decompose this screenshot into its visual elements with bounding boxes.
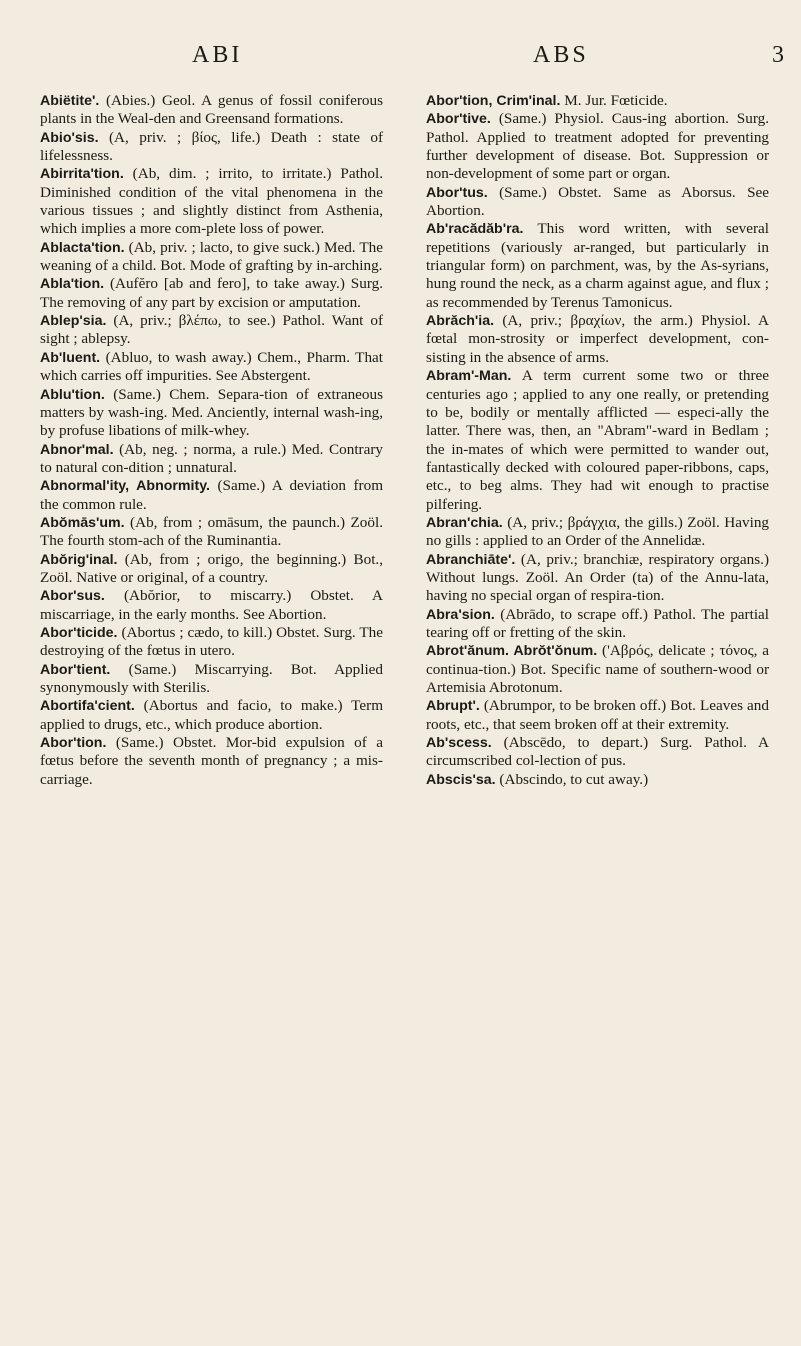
entry-headword: Abor'tus.: [426, 184, 488, 201]
entry-definition: (Ab, neg. ; norma, a rule.) Med. Contrary to natural con-dition ; unnatural.: [40, 440, 383, 476]
entry-headword: Abirrita'tion.: [40, 166, 124, 183]
entry-definition: (A, priv.; branchiæ, respiratory organs.) Without lungs. Zoöl. An Order (ta) of the Annu-lata, having no special organ of respira-tion.: [426, 550, 769, 605]
entry-definition: A term current some two or three centuries ago ; applied to any one really, or pretending to be, bodily or mentally afflicted — especi-ally the latter. There was, then, an "Abram"-ward in Bedlam ; the in-mates of which were permitted to wander out, fantastically decked with coloured paper-ribbons, caps, etc., to beg alms. They had wit enough to practise pilfering.: [426, 367, 769, 513]
dictionary-entry: [40, 551, 383, 588]
entry-headword: Abŏrig'inal.: [40, 551, 118, 568]
entry-definition: M. Jur. Fœticide.: [564, 92, 668, 109]
entry-definition: (Abscindo, to cut away.): [499, 770, 649, 788]
dictionary-entry: [426, 514, 769, 551]
entry-definition: (Abortus ; cædo, to kill.) Obstet. Surg. The destroying of the fœtus in utero.: [40, 623, 384, 660]
entry-definition: (Same.) Miscarrying. Bot. Applied synonymously with Sterilis.: [40, 660, 384, 696]
entry-definition: (A, priv.; βράγχια, the gills.) Zoöl. Having no gills : applied to an Order of the Annelidæ.: [426, 513, 770, 550]
entry-definition: (Same.) A deviation from the common rule.: [40, 477, 384, 513]
entry-definition: (Ab, priv. ; lacto, to give suck.) Med. The weaning of a child. Bot. Mode of grafting by in-arching.: [40, 238, 383, 275]
entry-headword: Ab'scess.: [426, 735, 492, 752]
dictionary-entry: [40, 312, 383, 349]
entry-headword: Ablacta'tion.: [40, 239, 125, 256]
entry-definition: (Same.) Obstet. Same as Aborsus. See Abortion.: [426, 183, 770, 220]
entry-definition: (Same.) Physiol. Caus-ing abortion. Surg. Pathol. Applied to treatment adopted for preventing further development of disease. Bot. Suppression or non-development of some part or organ.: [426, 110, 770, 183]
dictionary-entry: [426, 551, 769, 606]
page-number: 3: [772, 42, 787, 68]
entry-headword: Abnor'mal.: [40, 441, 114, 458]
dictionary-entry: [40, 624, 383, 661]
entry-headword: Abor'tion.: [40, 735, 107, 752]
dictionary-entry: [426, 606, 769, 643]
dictionary-entry: [426, 110, 769, 183]
entry-headword: Abiëtite'.: [40, 93, 100, 109]
entry-definition: (A, priv. ; βίος, life.) Death : state of lifelessness.: [40, 128, 384, 165]
dictionary-entry: [40, 441, 383, 478]
entry-definition: (Abscēdo, to depart.) Surg. Pathol. A circumscribed col-lection of pus.: [426, 734, 769, 770]
left-column: [40, 92, 383, 789]
entry-definition: ('Αβρός, delicate ; τόνος, a continua-tion.) Bot. Specific name of southern-wood or Artemisia Abrotonum.: [426, 642, 769, 696]
entry-definition: (Ab, from ; omāsum, the paunch.) Zoöl. The fourth stom-ach of the Ruminantia.: [40, 513, 383, 550]
dictionary-entry: [40, 165, 383, 238]
entry-definition: (Abies.) Geol. A genus of fossil coniferous plants in the Weal-den and Greensand formations.: [40, 92, 383, 128]
dictionary-entry: [40, 734, 383, 789]
dictionary-entry: [40, 514, 383, 551]
dictionary-entry: [40, 386, 383, 441]
dictionary-entry: [40, 129, 383, 166]
dictionary-entry: [40, 697, 383, 734]
entry-headword: Abla'tion.: [40, 276, 105, 293]
dictionary-entry: [426, 312, 769, 367]
entry-definition: This word written, with several repetitions (variously ar-ranged, but particularly in triangular form) on parchment, was, by the As-syrians, hung round the neck, as a charm against ague, and flux ; as recommended by Terenus Tamonicus.: [426, 220, 769, 311]
header-right-guideword: ABS: [533, 42, 589, 68]
dictionary-entry: [426, 220, 769, 312]
entry-headword: Abrăch'ia.: [426, 313, 495, 330]
entry-headword: Abra'sion.: [426, 606, 495, 623]
entry-definition: (A, priv.; βλέπω, to see.) Pathol. Want of sight ; ablepsy.: [40, 312, 384, 348]
dictionary-entry: [426, 184, 769, 221]
entry-headword: Ab'racădăb'ra.: [426, 221, 524, 238]
entry-definition: (Aufĕro [ab and fero], to take away.) Surg. The removing of any part by excision or amputation.: [40, 275, 383, 311]
dictionary-entry: [426, 92, 769, 110]
dictionary-entry: [426, 734, 769, 771]
dictionary-entry: [40, 275, 383, 312]
right-column: [426, 92, 769, 789]
entry-headword: Ab'luent.: [40, 349, 101, 366]
entry-headword: Abram'-Man.: [426, 368, 512, 385]
entry-headword: Abrot'ănum. Abrŏt'ŏnum.: [426, 643, 598, 660]
dictionary-entry: [40, 92, 383, 129]
entry-headword: Abortifa'cient.: [40, 698, 135, 715]
entry-definition: (A, priv.; βραχίων, the arm.) Physiol. A fœtal mon-strosity or imperfect development, con-sisting in the absence of arms.: [426, 312, 770, 366]
dictionary-entry: [40, 661, 383, 698]
dictionary-entry: [40, 349, 383, 386]
entry-headword: Abor'ticide.: [40, 624, 118, 641]
entry-headword: Ablep'sia.: [40, 313, 107, 330]
entry-headword: Abor'sus.: [40, 588, 105, 605]
entry-definition: (Abluo, to wash away.) Chem., Pharm. That which carries off impurities. See Abstergent.: [40, 348, 384, 385]
entry-definition: (Abŏrior, to miscarry.) Obstet. A miscarriage, in the early months. See Abortion.: [40, 587, 383, 623]
entry-headword: Ablu'tion.: [40, 386, 105, 403]
entry-headword: Abor'tion, Crim'inal.: [426, 93, 561, 109]
dictionary-entry: [426, 771, 769, 789]
entry-definition: (Abrādo, to scrape off.) Pathol. The partial tearing off or fretting of the skin.: [426, 605, 769, 641]
entry-definition: (Same.) Obstet. Mor-bid expulsion of a fœtus before the seventh month of pregnancy ; a mis-carriage.: [40, 734, 383, 788]
dictionary-entry: [426, 697, 769, 734]
dictionary-entry: [40, 587, 383, 624]
entry-definition: (Abortus and facio, to make.) Term applied to drugs, etc., which produce abortion.: [40, 697, 384, 733]
entry-definition: (Abrumpor, to be broken off.) Bot. Leaves and roots, etc., that seem broken off at their extremity.: [426, 697, 769, 733]
dictionary-entry: [426, 367, 769, 514]
dictionary-entry: [40, 239, 383, 276]
entry-headword: Abŏmās'um.: [40, 514, 125, 531]
header-left-guideword: ABI: [192, 42, 243, 68]
entry-headword: Abran'chia.: [426, 514, 503, 531]
entry-headword: Abor'tient.: [40, 661, 111, 678]
entry-headword: Abor'tive.: [426, 111, 491, 128]
entry-headword: Abscis'sa.: [426, 771, 496, 788]
entry-definition: (Ab, from ; origo, the beginning.) Bot., Zoöl. Native or original, of a country.: [40, 550, 384, 586]
entry-headword: Abranchiāte'.: [426, 551, 516, 568]
entry-definition: (Same.) Chem. Separa-tion of extraneous matters by wash-ing. Med. Anciently, internal wash-ing, by profuse libations of milk-whey.: [40, 385, 384, 440]
entry-headword: Abnormal'ity, Abnormity.: [40, 478, 210, 495]
entry-definition: (Ab, dim. ; irrito, to irritate.) Pathol. Diminished condition of the vital phenomena in the various tissues ; and slightly distinct from Asthenia, which implies a more com-plete loss of power.: [40, 165, 383, 238]
entry-headword: Abrupt'.: [426, 698, 480, 715]
dictionary-entry: [40, 477, 383, 514]
entry-headword: Abio'sis.: [40, 129, 99, 146]
dictionary-entry: [426, 642, 769, 697]
running-header: [0, 42, 801, 72]
